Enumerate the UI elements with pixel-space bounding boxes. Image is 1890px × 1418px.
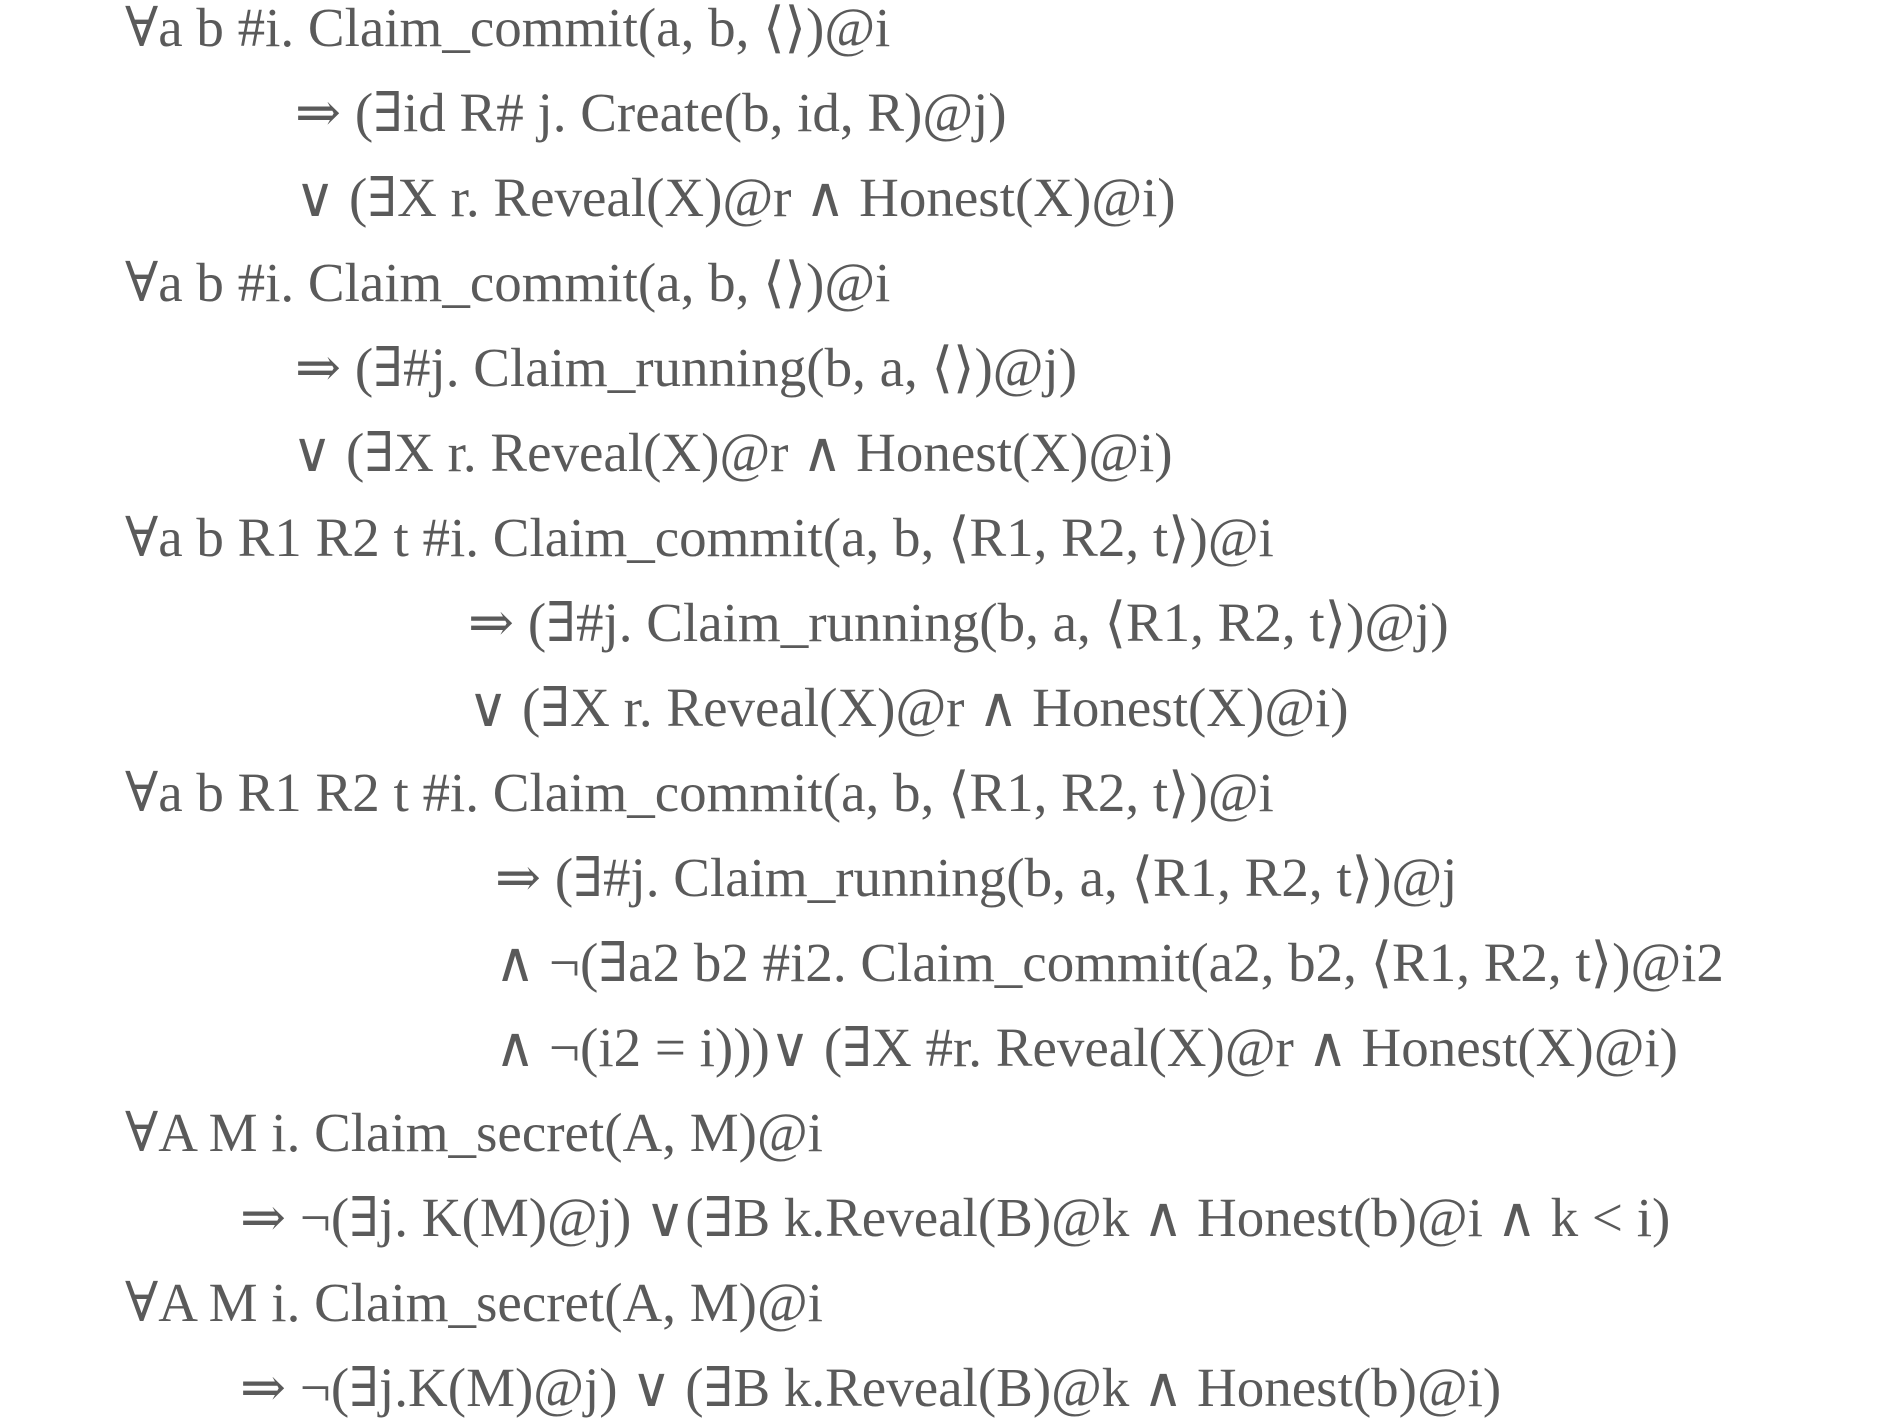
formula-4-line-3: ∧ ¬(∃a2 b2 #i2. Claim_commit(a2, b2, ⟨R1, R2, t⟩)@i2 (495, 932, 1724, 993)
formula-1-line-3: ∨ (∃X r. Reveal(X)@r ∧ Honest(X)@i) (295, 167, 1176, 228)
formula-2-line-2: ⇒ (∃#j. Claim_running(b, a, ⟨⟩)@j) (295, 337, 1078, 398)
formula-3-line-3: ∨ (∃X r. Reveal(X)@r ∧ Honest(X)@i) (468, 677, 1349, 738)
formula-4-line-4: ∧ ¬(i2 = i)))∨ (∃X #r. Reveal(X)@r ∧ Honest(X)@i) (495, 1017, 1678, 1078)
formula-2-line-3: ∨ (∃X r. Reveal(X)@r ∧ Honest(X)@i) (292, 422, 1173, 483)
formula-1-line-1: ∀a b #i. Claim_commit(a, b, ⟨⟩)@i (125, 0, 891, 58)
formula-3-line-1: ∀a b R1 R2 t #i. Claim_commit(a, b, ⟨R1, R2, t⟩)@i (125, 507, 1274, 568)
formula-1-line-2: ⇒ (∃id R# j. Create(b, id, R)@j) (295, 82, 1007, 143)
formula-6-line-1: ∀A M i. Claim_secret(A, M)@i (125, 1272, 823, 1333)
formula-3-line-2: ⇒ (∃#j. Claim_running(b, a, ⟨R1, R2, t⟩)@j) (468, 592, 1449, 653)
formula-6-line-2: ⇒ ¬(∃j.K(M)@j) ∨ (∃B k.Reveal(B)@k ∧ Honest(b)@i) (240, 1357, 1502, 1418)
formula-4-line-2: ⇒ (∃#j. Claim_running(b, a, ⟨R1, R2, t⟩)@j (495, 847, 1458, 908)
formula-5-line-1: ∀A M i. Claim_secret(A, M)@i (125, 1102, 823, 1163)
formula-4-line-1: ∀a b R1 R2 t #i. Claim_commit(a, b, ⟨R1, R2, t⟩)@i (125, 762, 1274, 823)
formula-2-line-1: ∀a b #i. Claim_commit(a, b, ⟨⟩)@i (125, 252, 891, 313)
formula-5-line-2: ⇒ ¬(∃j. K(M)@j) ∨(∃B k.Reveal(B)@k ∧ Honest(b)@i ∧ k < i) (240, 1187, 1671, 1248)
